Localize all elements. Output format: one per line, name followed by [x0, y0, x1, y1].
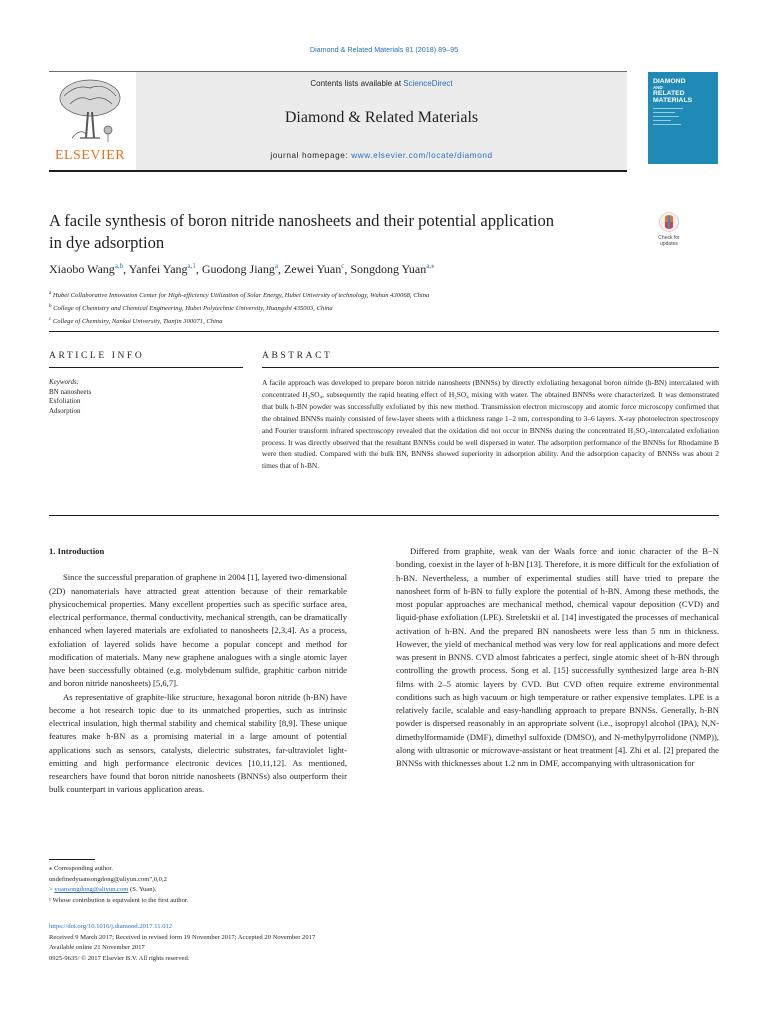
email-link[interactable]: yuansongdong@aliyun.com [54, 886, 129, 893]
author-name[interactable]: Yanfei Yang [128, 262, 188, 276]
copyright-line: 0925-9635/ © 2017 Elsevier B.V. All rights reserved. [49, 954, 190, 962]
corresponding-author-note: ⁎ Corresponding author. [49, 865, 113, 872]
contents-prefix: Contents lists available at [310, 79, 404, 88]
email-suffix: (S. Yuan). [128, 886, 157, 893]
author-affil-mark[interactable]: c [341, 262, 345, 270]
check-for-updates-badge[interactable] [652, 212, 686, 258]
author-name[interactable]: Zewei Yuan [284, 262, 342, 276]
cover-title-line: DIAMOND [653, 78, 686, 85]
abstract-heading: ABSTRACT [262, 351, 333, 361]
elsevier-wordmark: ELSEVIER [54, 148, 126, 163]
affiliation-item [49, 315, 689, 328]
author-separator: , [344, 262, 351, 276]
keywords-label: Keywords: [49, 378, 80, 386]
affiliation-mark: b [49, 303, 52, 309]
affiliation-mark: a [49, 291, 52, 296]
article-info-heading: ARTICLE INFO [49, 351, 145, 361]
doi-link[interactable]: https://doi.org/10.1016/j.diamond.2017.11.012 [49, 923, 173, 930]
author-separator: , [123, 262, 129, 276]
section-heading: 1. Introduction [49, 546, 105, 556]
email-line [49, 885, 349, 896]
paper-title-line: A facile synthesis of boron nitride nanosheets and their potential application [49, 211, 555, 230]
abstract-rule [262, 367, 719, 368]
header-bottom-rule [49, 170, 627, 172]
homepage-link[interactable]: www.elsevier.com/locate/diamond [351, 151, 493, 160]
author-affil-mark[interactable]: a [274, 262, 278, 270]
affiliation-item [49, 302, 689, 315]
cover-title-line: MATERIALS [653, 97, 693, 105]
available-online: Available online 21 November 2017 [49, 944, 145, 951]
author-name[interactable]: Songdong Yuan [350, 262, 427, 276]
abstract-text: A facile approach was developed to prepare boron nitride nanosheets (BNNSs) by directly exfoliating hexagonal boron nitride (h-BN) intercalated with concentrated H₂SO₄, subsequently the rapid heating effect of H₂SO₄ mixing with water. The obtained BNNSs were characterized. It was demonstrated that bulk h-BN powder was successfully exfoliated by this new method. Transmission electron microscopy and atomic force microscopy confirmed that the obtained BNNSs mainly consisted of few-layer sheets with a thickness range 1–2 nm, corresponding to 3–6 layers. X-ray photoelectron spectroscopy and Fourier transform infrared spectroscopy revealed that the oxidation did not occur in BNNSs during the concentrated H₂SO₄-intercalated exfoliation process. It was directly observed that the resultant BNNSs could be well dispersed in water. The adsorption performance of the BNNSs for Rhodamine B were then studied. Compared with the bulk BN, BNNSs showed superiority in adsorption ability. And the adsorption capacity of BNNSs was about 2 times that of h-BN. [262, 378, 719, 471]
body-column-left [49, 545, 347, 797]
author-separator: , [278, 262, 284, 276]
email-prefix: > [49, 886, 55, 893]
section-divider [49, 331, 719, 332]
author-affil-mark[interactable]: a,⁎ [426, 262, 435, 270]
crossmark-icon [659, 212, 679, 232]
paper-title-line: in dye adsorption [49, 233, 165, 252]
equal-contribution-note: ¹ Whose contribution is equivalent to the first author. [49, 896, 189, 904]
journal-name: Diamond & Related Materials [284, 109, 479, 126]
cover-title-line: RELATED [653, 90, 685, 98]
journal-homepage-line [136, 151, 627, 160]
keywords-block [49, 378, 243, 416]
body-paragraph: Since the successful preparation of graphene in 2004 [1], layered two-dimensional (2D) nanomaterials have attracted great attention because of their remarkable physicochemical properties. Many excellent properties such as specific surface area, electrical performance, thermal conductivity, mechanical strength, can be dramatically enhanced when layered materials are exfoliated to nanosheets [2,3,4]. As a process, exfoliation of layered solids have become a popular concept and method for modification of materials. Many new graphene analogues with a single atomic layer have been successfully obtained (e.g. molybdenum sulfide, graphitic carbon nitride and boron nitride nanosheets) [5,6,7]. [49, 572, 347, 689]
check-for-updates-text [652, 236, 686, 247]
author-name[interactable]: Xiaobo Wang [49, 262, 115, 276]
author-list [49, 262, 689, 277]
section-divider [49, 515, 719, 516]
article-info-rule [49, 367, 243, 368]
footnote-rule [49, 859, 95, 860]
homepage-label: journal homepage: [270, 151, 352, 160]
article-meta-block [49, 922, 549, 964]
affiliation-text: College of Chemistry, Nankai University, Tianjin 300071, China [52, 317, 223, 325]
badge-line: updates [660, 240, 678, 247]
sciencedirect-link[interactable]: ScienceDirect [403, 79, 453, 88]
badge-line: Check for [658, 235, 680, 241]
cover-decoration [653, 120, 671, 121]
author-separator: , [195, 262, 202, 276]
affiliation-text: Hubei Collaborative Innovation Center for High-efficiency Utilization of Solar Energy, Hubei University of technology, Wuhan 430068, China [52, 292, 430, 300]
received-dates: Received 9 March 2017; Received in revised form 19 November 2017; Accepted 20 November 2017 [49, 933, 316, 941]
footnotes [49, 864, 349, 906]
affiliation-text: College of Chemistry and Chemical Engineering, Hubei Polytechnic University, Huangshi 435003, China [53, 304, 333, 312]
author-name[interactable]: Guodong Jiang [201, 262, 275, 276]
journal-cover-thumbnail[interactable] [648, 72, 718, 164]
email-raw-line: undefinedyuansongdong@aliyun.com",0,0,2 [49, 875, 167, 883]
cover-decoration [653, 124, 681, 125]
keyword-item[interactable]: Exfoliation [49, 397, 81, 405]
keyword-item[interactable]: BN nanosheets [49, 387, 92, 396]
cover-decoration [653, 108, 683, 109]
author-affil-mark[interactable]: a,1 [187, 262, 196, 270]
cover-title-line: AND [653, 85, 663, 91]
contents-available-line [136, 79, 627, 88]
journal-citation-link[interactable]: Diamond & Related Materials 81 (2018) 89–95 [309, 45, 459, 54]
paper-title [49, 210, 639, 254]
author-affil-mark[interactable]: a,b [114, 262, 124, 270]
keyword-item[interactable]: Adsorption [49, 406, 81, 415]
affiliation-item [49, 289, 689, 302]
body-column-right [396, 545, 719, 770]
body-paragraph: Differed from graphite, weak van der Waals force and ionic character of the B−N bonding, coexist in the layer of h-BN [13]. Therefore, it is more difficult for the exfoliation of h-BN. Nevertheless, a number of experimental studies still have tried to prepare the nanosheet form of h-BN to fully explore the potential of h-BN. Among these methods, the most popular approaches are mechanical method, chemical vapour deposition (CVD) and liquid-phase exfoliation (LPE). Streletskii et al. [14] investigated the processes of mechanical activation of h-BN. And the prepared BN nanosheets were less than 5 nm in thickness. However, the yield of mechanical method was very low for real applications and more defect was present in BNNS. CVD almost fabricates a perfect, single atomic sheet of h-BN through controlling the growth process. Song et al. [15] successfully synthesized large area h-BN films with 2–5 atomic layers by CVD. But CVD often require extreme environmental conditions such as high vacuum or high temperature or rather expensive templates. LPE is a relatively facile, scalable and easy-handling approach to prepare BNNSs. Generally, h-BN powder is dispersed reasonably in an appropriate solvent (i.e., isopropyl alcohol (IPA), N,N-dimethylformamide (DMF), dimethyl sulfoxide (DMSO), and N-methylpyrrolidone (NMP)), along with ultrasonic or microwave-assistant or heat treatment [4]. Zhi et al. [2] prepared the BNNSs with thicknesses about 1.2 nm in DMF, accompanying with ultrasonication for [396, 546, 719, 768]
affiliation-list [49, 289, 689, 327]
cover-decoration [653, 112, 675, 113]
cover-decoration [653, 116, 679, 117]
affiliation-mark: c [49, 316, 52, 322]
body-paragraph: As representative of graphite-like structure, hexagonal boron nitride (h-BN) have become a hot research topic due to its unmatched properties, such as intrinsic electrical insulation, high thermal stability and chemical stability [8,9]. These unique features make h-BN as a promising material in a large amount of potential applications such as sensors, catalysts, dielectric substrates, far-ultraviolet light-emitting and high performance electronic devices [10,11,12]. As mentioned, researchers have found that boron nitride nanosheets (BNNSs) also outperform their bulk counterpart in various application areas. [49, 691, 347, 795]
